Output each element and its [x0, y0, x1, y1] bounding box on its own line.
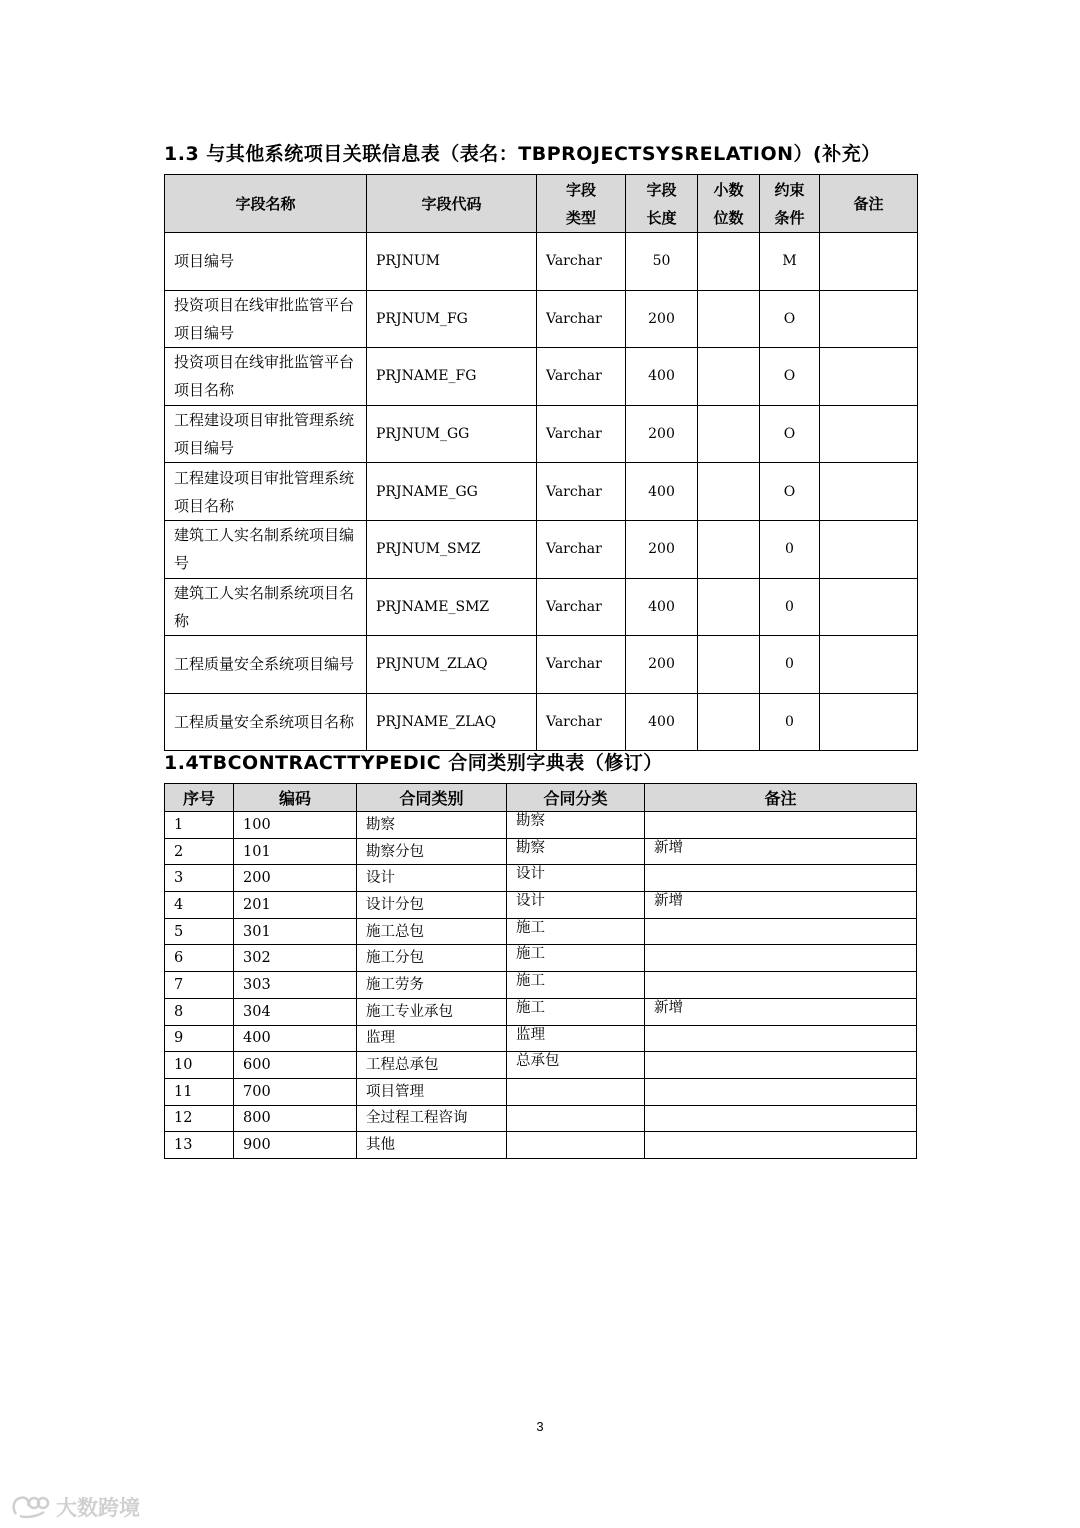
cell-field-type: Varchar: [537, 290, 626, 348]
cell-seq: 13: [165, 1132, 234, 1159]
header-code: 编码: [234, 784, 357, 812]
cell-code: 101: [234, 838, 357, 865]
cell-category: 勘察分包: [357, 838, 507, 865]
cell-classification: 施工: [507, 918, 645, 945]
cell-field-name: 工程质量安全系统项目编号: [165, 636, 367, 694]
cell-seq: 3: [165, 865, 234, 892]
cell-field-name: 投资项目在线审批监管平台项目编号: [165, 290, 367, 348]
cell-code: 201: [234, 892, 357, 919]
table-row: [165, 520, 918, 578]
cell-category: 施工专业承包: [357, 998, 507, 1025]
table-row: [165, 405, 918, 463]
cell-remark: [645, 1132, 917, 1159]
cell-constraint: O: [760, 463, 820, 521]
cell-category: 勘察: [357, 812, 507, 839]
cell-category: 工程总承包: [357, 1052, 507, 1079]
cell-remark: [645, 1052, 917, 1079]
cell-remark: [645, 945, 917, 972]
cell-seq: 7: [165, 972, 234, 999]
cell-category: 施工分包: [357, 945, 507, 972]
cell-constraint: O: [760, 405, 820, 463]
cell-classification: [507, 1132, 645, 1159]
header-remark: 备注: [820, 175, 918, 233]
cell-field-code: PRJNAME_SMZ: [367, 578, 537, 636]
cell-decimals: [698, 405, 760, 463]
cell-field-name: 建筑工人实名制系统项目名称: [165, 578, 367, 636]
cell-decimals: [698, 578, 760, 636]
cell-remark: [820, 348, 918, 406]
cell-classification: 施工: [507, 945, 645, 972]
cell-remark: [820, 578, 918, 636]
cell-field-name: 工程建设项目审批管理系统项目名称: [165, 463, 367, 521]
cell-remark: 新增: [645, 838, 917, 865]
cell-constraint: M: [760, 233, 820, 291]
header-constraint: 约束 条件: [760, 175, 820, 233]
cell-remark: [820, 636, 918, 694]
cell-classification: 监理: [507, 1025, 645, 1052]
header-seq: 序号: [165, 784, 234, 812]
cell-field-length: 50: [626, 233, 698, 291]
cell-remark: [645, 812, 917, 839]
cell-decimals: [698, 636, 760, 694]
cell-seq: 4: [165, 892, 234, 919]
section-1-4-title: 1.4TBCONTRACTTYPEDIC 合同类别字典表（修订）: [164, 752, 663, 774]
header-field-length: 字段 长度: [626, 175, 698, 233]
cell-field-type: Varchar: [537, 233, 626, 291]
table-row: [165, 233, 918, 291]
cell-code: 100: [234, 812, 357, 839]
cell-remark: [645, 972, 917, 999]
cell-constraint: 0: [760, 578, 820, 636]
cell-field-type: Varchar: [537, 578, 626, 636]
cell-classification: 设计: [507, 892, 645, 919]
cell-field-length: 200: [626, 520, 698, 578]
cell-constraint: 0: [760, 693, 820, 751]
cell-code: 700: [234, 1078, 357, 1105]
cell-field-length: 400: [626, 348, 698, 406]
cell-category: 其他: [357, 1132, 507, 1159]
cell-code: 600: [234, 1052, 357, 1079]
cell-decimals: [698, 290, 760, 348]
cell-remark: [820, 520, 918, 578]
cell-category: 设计: [357, 865, 507, 892]
cell-decimals: [698, 463, 760, 521]
cell-classification: [507, 1105, 645, 1132]
header-category: 合同类别: [357, 784, 507, 812]
cell-remark: [645, 1078, 917, 1105]
cell-field-code: PRJNUM_SMZ: [367, 520, 537, 578]
cell-decimals: [698, 348, 760, 406]
cell-code: 302: [234, 945, 357, 972]
sys-relation-table: [164, 174, 918, 751]
cell-field-code: PRJNUM_FG: [367, 290, 537, 348]
cell-code: 900: [234, 1132, 357, 1159]
header-field-code: 字段代码: [367, 175, 537, 233]
cell-field-code: PRJNAME_FG: [367, 348, 537, 406]
cell-field-type: Varchar: [537, 520, 626, 578]
cell-field-code: PRJNAME_ZLAQ: [367, 693, 537, 751]
cell-field-name: 工程质量安全系统项目名称: [165, 693, 367, 751]
cell-remark: [820, 233, 918, 291]
cell-field-code: PRJNUM_GG: [367, 405, 537, 463]
cell-remark: [820, 693, 918, 751]
cell-field-length: 400: [626, 693, 698, 751]
watermark: [10, 1492, 140, 1522]
table-row: [165, 998, 917, 1025]
table-row: [165, 636, 918, 694]
table-row: [165, 463, 918, 521]
cell-classification: 总承包: [507, 1052, 645, 1079]
table-row: [165, 348, 918, 406]
header-field-name: 字段名称: [165, 175, 367, 233]
cell-field-code: PRJNUM: [367, 233, 537, 291]
cell-code: 304: [234, 998, 357, 1025]
cell-seq: 12: [165, 1105, 234, 1132]
header-decimals: 小数 位数: [698, 175, 760, 233]
cell-field-type: Varchar: [537, 405, 626, 463]
cell-field-name: 建筑工人实名制系统项目编号: [165, 520, 367, 578]
cell-remark: 新增: [645, 892, 917, 919]
header-remark: 备注: [645, 784, 917, 812]
cell-decimals: [698, 520, 760, 578]
table-row: [165, 945, 917, 972]
section-1-3-title: 1.3 与其他系统项目关联信息表（表名：TBPROJECTSYSRELATION）(补充）: [164, 143, 881, 165]
cell-remark: [645, 918, 917, 945]
cell-category: 监理: [357, 1025, 507, 1052]
cell-code: 303: [234, 972, 357, 999]
cell-constraint: 0: [760, 636, 820, 694]
table-row: [165, 892, 917, 919]
header-field-type: 字段 类型: [537, 175, 626, 233]
table-row: [165, 1078, 917, 1105]
cell-constraint: O: [760, 290, 820, 348]
table-row: [165, 865, 917, 892]
cell-field-code: PRJNUM_ZLAQ: [367, 636, 537, 694]
table-row: [165, 1105, 917, 1132]
cell-field-name: 投资项目在线审批监管平台项目名称: [165, 348, 367, 406]
cell-classification: 勘察: [507, 812, 645, 839]
table-row: [165, 918, 917, 945]
table-row: [165, 1132, 917, 1159]
cell-field-length: 200: [626, 290, 698, 348]
cell-field-length: 400: [626, 578, 698, 636]
cell-field-type: Varchar: [537, 463, 626, 521]
cell-classification: 勘察: [507, 838, 645, 865]
cell-seq: 5: [165, 918, 234, 945]
table-row: [165, 972, 917, 999]
cell-remark: [820, 290, 918, 348]
cell-field-type: Varchar: [537, 348, 626, 406]
cell-category: 施工总包: [357, 918, 507, 945]
table-row: [165, 1052, 917, 1079]
table-row: [165, 1025, 917, 1052]
cell-remark: [645, 1025, 917, 1052]
cell-field-type: Varchar: [537, 636, 626, 694]
cell-remark: [645, 1105, 917, 1132]
cell-code: 400: [234, 1025, 357, 1052]
cell-code: 301: [234, 918, 357, 945]
header-classification: 合同分类: [507, 784, 645, 812]
cell-classification: 设计: [507, 865, 645, 892]
page-number: 3: [536, 1419, 544, 1434]
table-header-row: [165, 784, 917, 812]
cell-decimals: [698, 693, 760, 751]
cell-seq: 2: [165, 838, 234, 865]
cell-classification: [507, 1078, 645, 1105]
cell-remark: [645, 865, 917, 892]
cell-seq: 10: [165, 1052, 234, 1079]
table-header-row: [165, 175, 918, 233]
table-row: [165, 693, 918, 751]
cell-category: 项目管理: [357, 1078, 507, 1105]
cell-seq: 11: [165, 1078, 234, 1105]
cell-field-code: PRJNAME_GG: [367, 463, 537, 521]
cell-constraint: 0: [760, 520, 820, 578]
table-row: [165, 290, 918, 348]
cell-remark: 新增: [645, 998, 917, 1025]
cell-field-length: 200: [626, 405, 698, 463]
cell-field-length: 200: [626, 636, 698, 694]
cell-decimals: [698, 233, 760, 291]
table-row: [165, 578, 918, 636]
table-row: [165, 838, 917, 865]
cell-classification: 施工: [507, 998, 645, 1025]
cell-constraint: O: [760, 348, 820, 406]
watermark-logo-icon: [10, 1494, 50, 1520]
cell-seq: 6: [165, 945, 234, 972]
cell-category: 全过程工程咨询: [357, 1105, 507, 1132]
cell-remark: [820, 405, 918, 463]
cell-field-name: 项目编号: [165, 233, 367, 291]
cell-seq: 9: [165, 1025, 234, 1052]
cell-classification: 施工: [507, 972, 645, 999]
cell-remark: [820, 463, 918, 521]
cell-seq: 1: [165, 812, 234, 839]
table-row: [165, 812, 917, 839]
watermark-text: 大数跨境: [56, 1496, 140, 1520]
cell-field-name: 工程建设项目审批管理系统项目编号: [165, 405, 367, 463]
cell-category: 施工劳务: [357, 972, 507, 999]
cell-seq: 8: [165, 998, 234, 1025]
cell-field-length: 400: [626, 463, 698, 521]
cell-category: 设计分包: [357, 892, 507, 919]
cell-code: 800: [234, 1105, 357, 1132]
contract-type-table: [164, 783, 917, 1159]
cell-code: 200: [234, 865, 357, 892]
cell-field-type: Varchar: [537, 693, 626, 751]
